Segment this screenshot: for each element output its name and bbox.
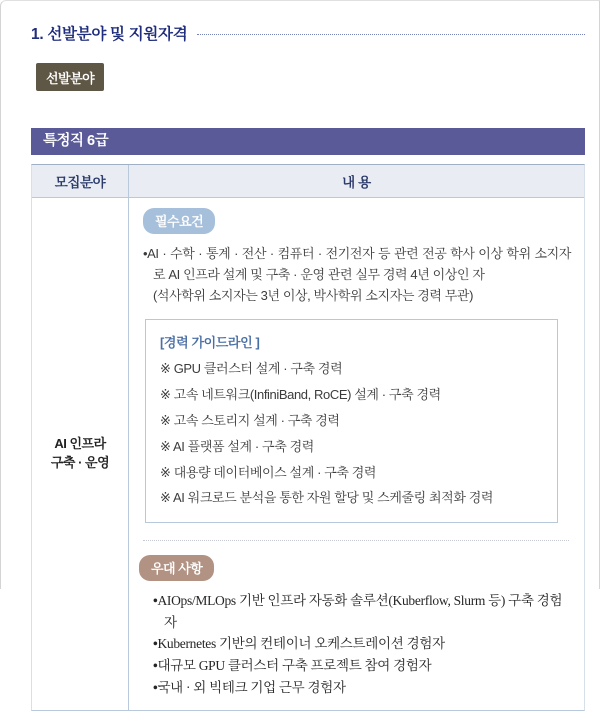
required-badge: 필수요건: [143, 208, 215, 234]
page-title: 1. 선발분야 및 지원자격: [31, 26, 188, 43]
preferred-item: • 대규모 GPU 클러스터 구축 프로젝트 참여 경험자: [153, 655, 571, 677]
table-header-row: [32, 165, 584, 198]
guideline-item: ※ 고속 네트워크(InfiniBand, RoCE) 설계 · 구축 경력: [160, 386, 441, 402]
column-header-content: 내 용: [342, 175, 371, 190]
guideline-item: ※ GPU 클러스터 설계 · 구축 경력: [160, 361, 343, 377]
preferred-list: [143, 590, 571, 698]
guideline-item: ※ 고속 스토리지 설계 · 구축 경력: [160, 412, 340, 428]
guideline-item: ※ 대용량 데이터베이스 설계 · 구축 경력: [160, 464, 377, 480]
preferred-item: • Kubernetes 기반의 컨테이너 오케스트레이션 경험자: [153, 633, 571, 655]
field-name-line2: 구축 · 운영: [50, 455, 110, 471]
guideline-item: ※ AI 워크로드 분석을 통한 자원 할당 및 스케줄링 최적화 경력: [160, 490, 494, 506]
document-content: [31, 22, 585, 711]
required-note-text: (석사학위 소지자는 3년 이상, 박사학위 소지자는 경력 무관): [153, 288, 474, 304]
field-cell: [32, 198, 129, 710]
preferred-item: • 국내 · 외 빅테크 기업 근무 경험자: [153, 677, 571, 699]
content-cell: [129, 198, 584, 710]
field-name-line1: AI 인프라: [54, 436, 106, 452]
column-header-field: 모집분야: [32, 165, 129, 197]
guideline-item: ※ AI 플랫폼 설계 · 구축 경력: [160, 438, 314, 454]
selection-field-badge: 선발분야: [36, 63, 104, 91]
guideline-title: [경력 가이드라인 ]: [160, 335, 260, 351]
preferred-badge: 우대 사항: [139, 555, 214, 581]
preferred-item: • AIOps/MLOps 기반 인프라 자동화 솔루션(Kuberflow, Slurm 등) 구축 경험자: [153, 590, 571, 633]
title-dotted-rule: [197, 34, 585, 35]
career-guideline-box: [145, 319, 558, 523]
table-row: [32, 198, 584, 710]
qualification-table: [31, 164, 585, 711]
grade-header-bar: 특정직 6급: [31, 128, 585, 155]
section-divider: [143, 540, 569, 541]
section-title-row: [31, 22, 585, 44]
required-bullet-text: • AI · 수학 · 통계 · 전산 · 컴퓨터 · 전기전자 등 관련 전공 학사 이상 학위 소지자로 AI 인프라 설계 및 구축 · 운영 관련 실무 경력 4년 이상인 자: [143, 243, 571, 285]
